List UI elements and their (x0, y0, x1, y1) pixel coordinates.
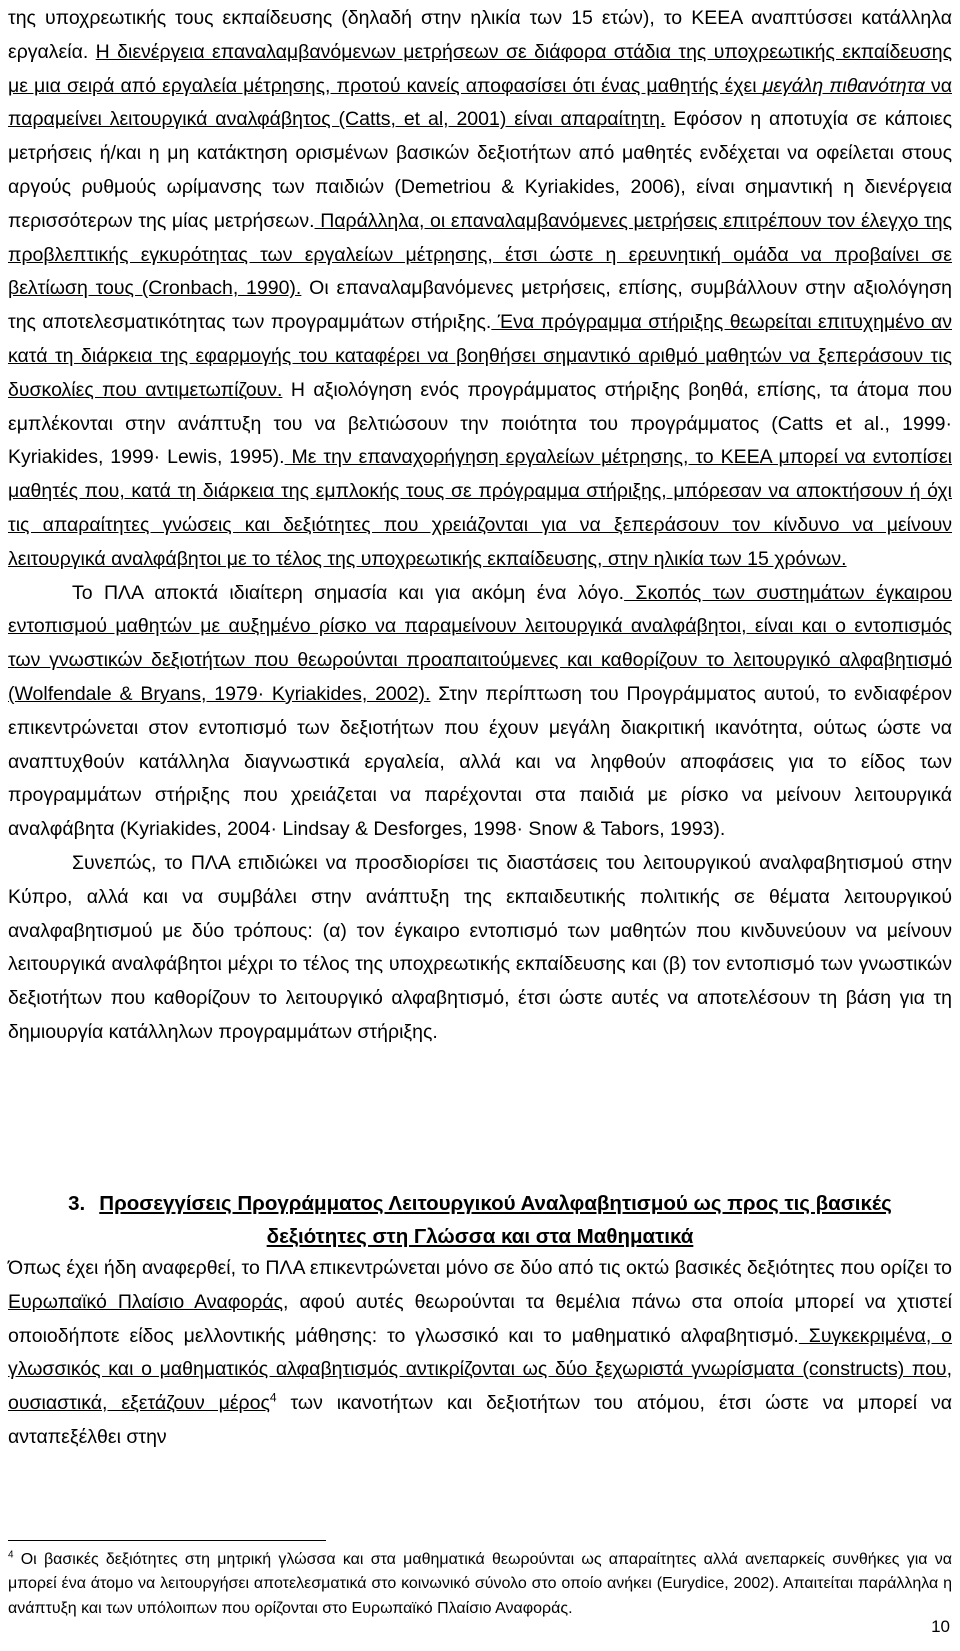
paragraph-approach (8, 1252, 952, 1455)
heading-text-1: Προσεγγίσεις Προγράμματος Λειτουργικού Αναλφαβητισμού ως προς τις βασικές (99, 1192, 892, 1215)
underlined-sentence: Σκοπός των συστημάτων έγκαιρου εντοπισμού μαθητών με αυξημένο ρίσκο να παραμείνουν λειτουργικά αναλφάβητοι, είναι και ο εντοπισμός των γνωστικών δεξιοτήτων που θεωρούνται προαπαιτούμενες και καθορίζουν το λειτουργικό αλφαβητισμό (Wolfendale & Bryans, 1979· Kyriakides, 2002). (8, 581, 953, 705)
underlined-term: Ευρωπαϊκό Πλαίσιο Αναφοράς (8, 1290, 284, 1313)
sentence: Στην περίπτωση του Προγράμματος αυτού, το ενδιαφέρον επικεντρώνεται στον εντοπισμό των δεξιοτήτων που έχουν μεγάλη διακριτική ικανότητα, ούτως ώστε να αναπτυχθούν κατάλληλα διαγνωστικά εργαλεία, αλλά και να ληφθούν αποφάσεις για το είδος των προγραμμάτων στήριξης που χρειάζεται να παρέχονται στα παιδιά με ρίσκο να μείνουν λειτουργικά αναλφάβητα (Kyriakides, 2004· Lindsay & Desforges, 1998· Snow & Tabors, 1993). (8, 682, 952, 841)
sentence-part: των ικανοτήτων και δεξιοτήτων του ατόμου, έτσι ώστε να μπορεί να ανταπεξέλθει στην (8, 1392, 952, 1448)
sentence-part: , αφού αυτές θεωρούνται τα θεμέλια πάνω στα οποία μπορεί να χτιστεί οποιοδήποτε είδος μελλοντικής μάθησης: το γλωσσικό και το μαθηματικό αλφαβητισμό. (8, 1290, 952, 1347)
sentence: Εφόσον η αποτυχία σε κάποιες μετρήσεις ή/και η μη κατάκτηση ορισμένων βασικών δεξιοτήτων από μαθητές ενδέχεται να οφείλεται στους αργούς ρυθμούς ωρίμανσης των παιδιών (Demetriou & Kyriakides, 2006), είναι σημαντική η διενέργεια περισσότερων της μίας μετρήσεων. (8, 108, 953, 232)
sentence: Συνεπώς, το ΠΛΑ επιδιώκει να προσδιορίσει τις διαστάσεις του λειτουργικού αναλφαβητισμού στην Κύπρο, αλλά και να συμβάλει στην ανάπτυξη της εκπαιδευτικής πολιτικής σε θέματα λειτουργικού αναλφαβητισμού με δύο τρόπους: (α) τον έγκαιρο εντοπισμό των μαθητών που κινδυνεύουν να μείνουν λειτουργικά αναλφάβητοι μέχρι το τέλος της υποχρεωτικής εκπαίδευσης και (β) τον εντοπισμό των γνωστικών δεξιοτήτων που καθορίζουν το λειτουργικό αλφαβητισμό, έτσι ώστε αυτές να αποτελέσουν τη βάση για τη δημιουργία κατάλληλων προγραμμάτων στήριξης. (8, 851, 952, 1043)
sentence: Οι επαναλαμβανόμενες μετρήσεις, επίσης, συμβάλλουν στην αξιολόγηση της αποτελεσματικότητας των προγραμμάτων στήριξης. (8, 277, 953, 334)
footnote-body: Οι βασικές δεξιότητες στη μητρική γλώσσα και στα μαθηματικά θεωρούνται ως απαραίτητες αλλά ανεπαρκείς συνθήκες για να μπορεί ένα άτομο να λειτουργήσει αποτελεσματικά στο κοινωνικό σύνολο στο οποίο ανήκει (Eurydice, 2002). Απαιτείται παράλληλα η ανάπτυξη και των υπόλοιπων που ορίζονται στο Ευρωπαϊκό Πλαίσιο Αναφοράς. (8, 1551, 952, 1617)
footnote (8, 1548, 952, 1621)
sentence: Η αξιολόγηση ενός προγράμματος στήριξης βοηθά, επίσης, τα άτομα που εμπλέκονται στην ανάπτυξη του να βελτιώσουν την ποιότητα του προγράμματος (Catts et al., 1999· Kyriakides, 1999· Lewis, 1995). (8, 378, 952, 469)
text-block-upper (8, 2, 952, 1050)
sentence: της υποχρεωτικής τους εκπαίδευσης (δηλαδή στην ηλικία των 15 ετών), το ΚΕΕΑ αναπτύσσει κατάλληλα εργαλεία. (8, 7, 952, 63)
underlined-sentence: Ένα πρόγραμμα στήριξης θεωρείται επιτυχημένο αν κατά τη διάρκεια της εφαρμογής του καταφέρει να βοηθήσει σημαντικό αριθμό μαθητών να ξεπεράσουν τις δυσκολίες που αντιμετωπίζουν. (8, 311, 952, 401)
sentence: Το ΠΛΑ αποκτά ιδιαίτερη σημασία και για ακόμη ένα λόγο. (72, 581, 625, 604)
footnote-reference[interactable]: 4 (269, 1390, 277, 1405)
underlined-sentence: Με την επαναχορήγηση εργαλείων μέτρησης, το ΚΕΕΑ μπορεί να εντοπίσει μαθητές που, κατά τη διάρκεια της εμπλοκής τους σε πρόγραμμα στήριξης, μπόρεσαν να αποκτήσουν ή όχι τις απαραίτητες γνώσεις και δεξιότητες που χρειάζονται για να ξεπεράσουν τον κίνδυνο να μείνουν λειτουργικά αναλφάβητοι με το τέλος της υποχρεωτικής εκπαίδευσης, στην ηλικία των 15 χρόνων. (8, 446, 952, 570)
paragraph-significance (8, 577, 952, 847)
underlined-sentence: Παράλληλα, οι επαναλαμβανόμενες μετρήσεις επιτρέπουν τον έλεγχο της προβλεπτικής εγκυρότητας των εργαλείων μέτρησης, έτσι ώστε η ερευνητική ομάδα να προβαίνει σε βελτίωση τους (Cronbach, 1990). (8, 209, 952, 300)
emphasis-text: μεγάλη πιθανότητα (762, 74, 925, 97)
underlined-sentence: Συγκεκριμένα, ο γλωσσικός και ο μαθηματικός αλφαβητισμός αντικρίζονται ως δύο ξεχωριστά γνωρίσματα (constructs) που, ουσιαστικά, εξετάζουν μέρος (8, 1324, 953, 1415)
heading-line-1 (8, 1187, 952, 1220)
footnote-separator (8, 1540, 326, 1541)
paragraph-assessment (8, 2, 952, 577)
page-number: 10 (931, 1617, 950, 1636)
heading-line-2 (8, 1220, 952, 1253)
section-heading (8, 1187, 952, 1253)
sentence-part: να παραμείνει λειτουργικά αναλφάβητος (Catts, et al, 2001) είναι απαραίτητη. (8, 74, 952, 131)
sentence-part: Η διενέργεια επαναλαμβανόμενων μετρήσεων σε διάφορα στάδια της υποχρεωτικής εκπαίδευσης με μια σειρά από εργαλεία μέτρησης, προτού κανείς αποφασίσει ότι ένας μαθητής έχει (8, 40, 952, 97)
footnote-text (8, 1548, 952, 1621)
paragraph-conclusion (8, 847, 952, 1050)
footnote-marker: 4 (8, 1549, 14, 1561)
heading-text-2: δεξιότητες στη Γλώσσα και στα Μαθηματικά (266, 1225, 694, 1248)
sentence: Όπως έχει ήδη αναφερθεί, το ΠΛΑ επικεντρώνεται μόνο σε δύο από τις οκτώ βασικές δεξιότητες που ορίζει το (8, 1257, 952, 1279)
section-number: 3. (68, 1192, 86, 1215)
text-block-lower (8, 1252, 952, 1455)
